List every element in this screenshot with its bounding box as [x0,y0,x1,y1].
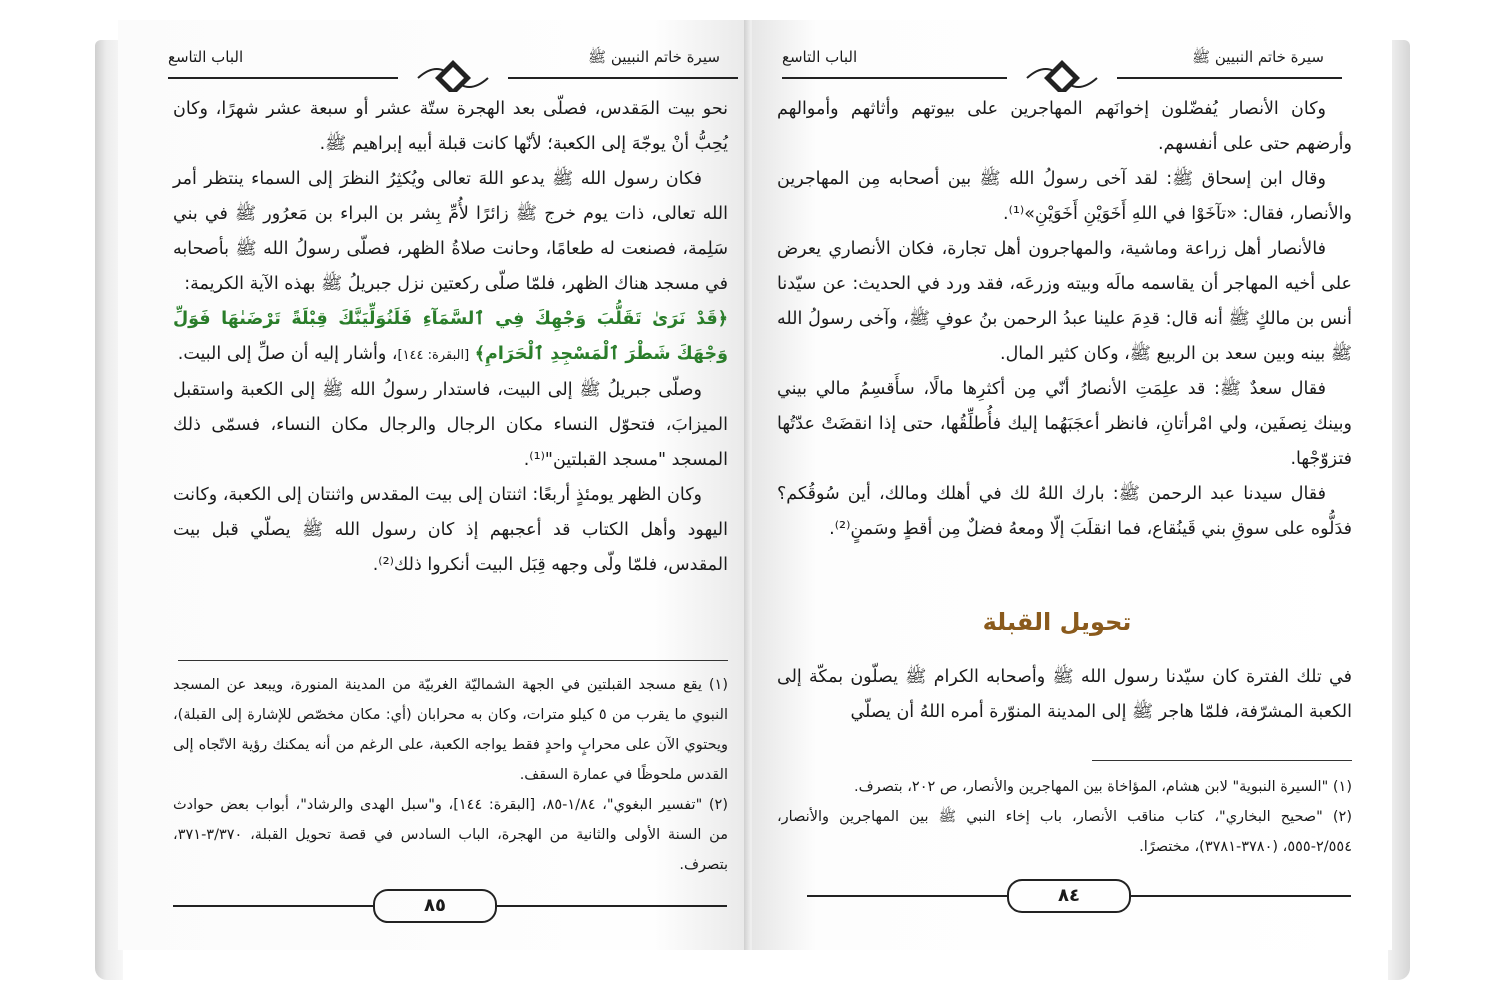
left-page-body [173,92,728,583]
right-paragraph: وقال ابن إسحاق ﷺ: لقد آخى رسولُ الله ﷺ بين أصحابه مِن المهاجرين والأنصار، فقال: «تآخَوْا في اللهِ أَخَوَيْنِ أَخَوَيْنِ»⁽¹⁾. [777,169,1352,224]
verse-continuation: ، وأشار إليه أن صلِّ إلى البيت. [177,344,398,364]
left-paragraph: وصلّى جبريلُ ﷺ إلى البيت، فاستدار رسولُ الله ﷺ إلى الكعبة واستقبل الميزابَ، فتحوّل النساء مكان الرجال والرجال مكان النساء، فسمّى ذلك المسجد "مسجد القبلتين"⁽¹⁾. [173,380,728,470]
right-footnotes [777,772,1352,862]
footer-line [1131,895,1351,897]
footnote: (١) "السيرة النبوية" لابن هشام، المؤاخاة بين المهاجرين والأنصار، ص ٢٠٢، بتصرف. [854,779,1352,795]
right-running-chapter: الباب التاسع [782,48,858,66]
left-running-book-title: سيرة خاتم النبيين ﷺ [588,48,720,66]
section-paragraph: في تلك الفترة كان سيّدنا رسول الله ﷺ وأصحابه الكرام ﷺ يصلّون بمكّة إلى الكعبة المشرّفة، فلمّا هاجر ﷺ إلى المدينة المنوّرة أمره اللهُ أن يصلّي [777,667,1352,722]
left-page [118,20,748,950]
right-paragraph: فقال سعدٌ ﷺ: قد علِمَتِ الأنصارُ أنّي مِن أكثرِها مالًا، سأَقسِمُ مالي بيني وبينك نِصفَين، ولي امْرأتانِ، فانظر أعجَبَهُما إليك فأُطلِّقُها، حتى إذا انقضَتْ عدّتُها فتزوّجْها. [777,379,1352,469]
section-body [777,660,1352,730]
header-ornament [168,52,738,92]
right-paragraph: فقال سيدنا عبد الرحمن ﷺ: بارك اللهُ لك في أهلك ومالك، أين سُوقُكم؟ فدَلُّوه على سوقِ بني قَينُقاع، فما انقلَبَ إلّا ومعهُ فضلٌ مِن أقطٍ وسَمنٍ⁽²⁾. [777,484,1352,539]
verse-reference: [البقرة: ١٤٤] [397,348,470,363]
footnote-rule [1092,760,1352,761]
footer-line [807,895,1007,897]
footnote: (٢) "تفسير البغوي"، ١/٨٤-٨٥، [البقرة: ١٤٤]، و"سبل الهدى والرشاد"، أبواب بعض حوادث من السنة الأولى والثانية من الهجرة، الباب السادس في قصة تحويل القبلة، ٣/٣٧٠-٣٧١، بتصرف. [173,797,728,873]
right-running-book-title: سيرة خاتم النبيين ﷺ [1192,48,1324,66]
footnote-rule [178,660,728,661]
footer-line [173,905,373,907]
right-page [752,20,1392,950]
page-number: ٨٤ [1007,879,1131,913]
left-running-chapter: الباب التاسع [168,48,244,66]
right-paragraph: وكان الأنصار يُفضّلون إخوانَهم المهاجرين على بيوتهم وأثاثهم وأموالهم وأرضهم حتى على أنفسهم. [777,99,1352,154]
footer-line [497,905,727,907]
header-ornament [782,52,1342,92]
footnote: (٢) "صحيح البخاري"، كتاب مناقب الأنصار، باب إخاء النبي ﷺ بين المهاجرين والأنصار، ٢/٥٥٤-٥٥٥، (٣٧٨٠-٣٧٨١)، مختصرًا. [777,809,1352,855]
left-footnotes [173,670,728,880]
right-paragraph: فالأنصار أهل زراعة وماشية، والمهاجرون أهل تجارة، فكان الأنصاري يعرض على أخيه المهاجر أن يقاسمه مالَه وبيته وزرعَه، فقد ورد في الحديث: عن سيّدنا أنس بن مالكٍ ﷺ أنه قال: قدِمَ علينا عبدُ الرحمن بنُ عوفٍ ﷺ، وآخى رسولُ الله ﷺ بينه وبين سعد بن الربيع ﷺ، وكان كثير المال. [777,239,1352,364]
section-heading: تحويل القبلة [982,608,1132,636]
left-paragraph: وكان الظهر يومئذٍ أربعًا: اثنتان إلى بيت المقدس واثنتان إلى الكعبة، وكانت اليهود وأهل الكتاب قد أعجبهم إذ كان رسول الله ﷺ يصلّي قبل بيت المقدس، فلمّا ولّى وجهه قِبَل البيت أنكروا ذلك⁽²⁾. [173,485,728,575]
quran-verse: ﴿قَدْ نَرَىٰ تَقَلُّبَ وَجْهِكَ فِي ٱلسَّمَآءِ فَلَنُوَلِّيَنَّكَ قِبْلَةً تَرْضَىٰهَا فَوَلِّ وَجْهَكَ شَطْرَ ٱلْمَسْجِدِ ٱلْحَرَامِ﴾ [173,309,728,364]
right-page-body [777,92,1352,547]
page-number: ٨٥ [373,889,497,923]
left-paragraph: فكان رسول الله ﷺ يدعو اللهَ تعالى ويُكثِرُ النظرَ إلى السماء ينتظر أمر الله تعالى، ذات يوم خرج ﷺ زائرًا لأُمِّ بِشر بن البراء بن مَعرُور ﷺ في بني سَلِمة، فصنعت له طعامًا، وحانت صلاةُ الظهر، فصلّى رسولُ الله ﷺ بأصحابه في مسجد هناك الظهر، فلمّا صلّى ركعتين نزل جبريلُ ﷺ بهذه الآية الكريمة: [173,169,728,294]
left-paragraph: نحو بيت المَقدس، فصلّى بعد الهجرة ستّة عشر أو سبعة عشر شهرًا، وكان يُحِبُّ أنْ يوجّهَ إلى الكعبة؛ لأنّها كانت قبلة أبيه إبراهيم ﷺ. [173,99,728,154]
footnote: (١) يقع مسجد القبلتين في الجهة الشماليّة الغربيّة من المدينة المنورة، ويبعد عن المسجد النبوي ما يقرب من ٥ كيلو مترات، وكان به محرابان (أي: مكان مخصّص للإشارة إلى القبلة)، ويحتوي الآن على محرابٍ واحدٍ فقط يواجه الكعبة، على الرغم من أنه يمكنك رؤية الاتّجاه إلى القدس ملحوظًا في عمارة السقف. [173,677,728,783]
